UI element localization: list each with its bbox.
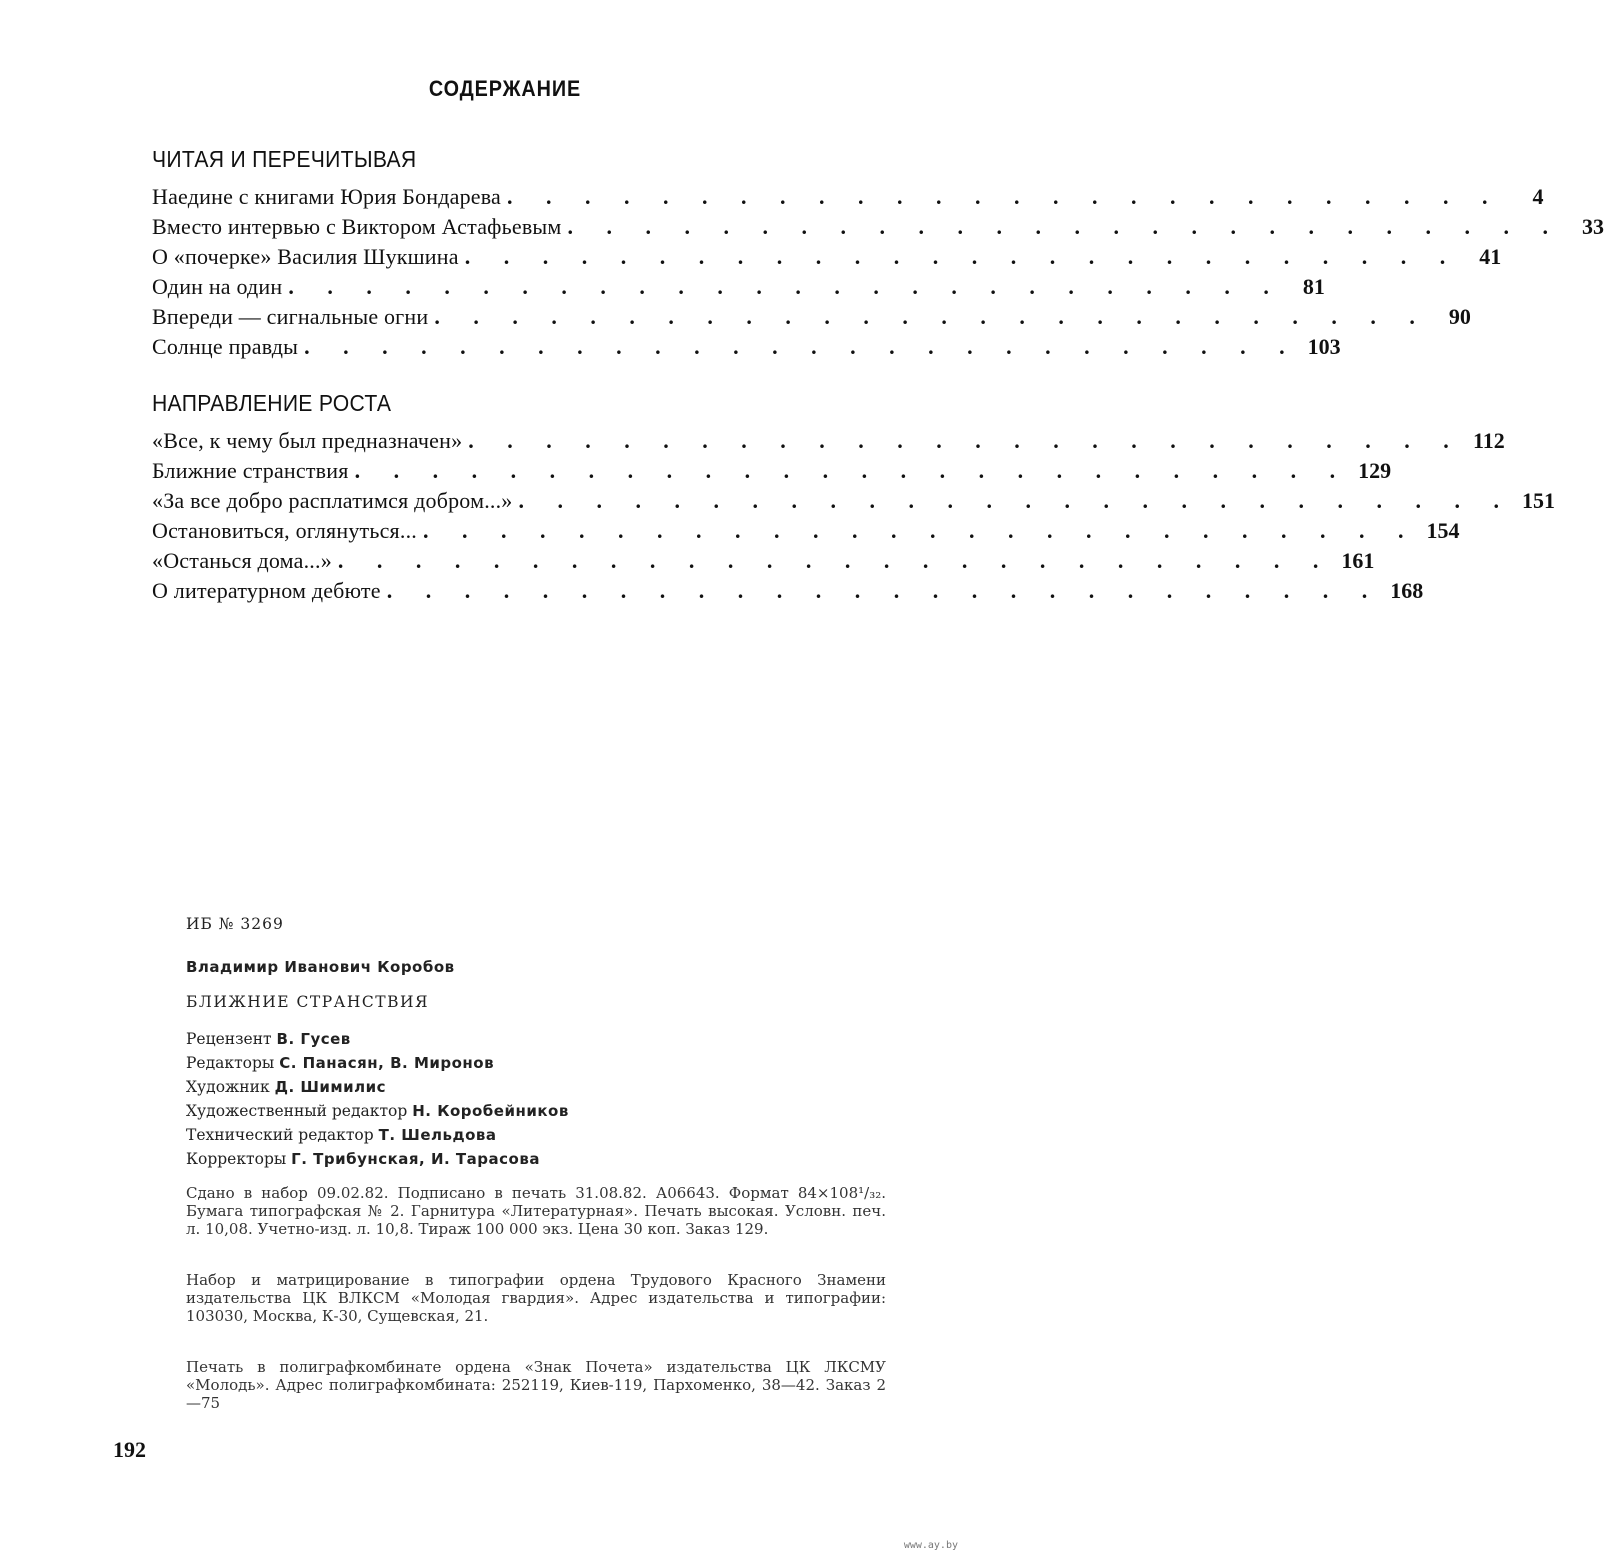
leader-dots: . . . . . . . . . . . . . . . . . . . . . . . . . . <box>468 428 1463 453</box>
credit-line <box>186 1027 886 1051</box>
toc-entry-page: 151 <box>1522 488 1555 513</box>
section-heading: НАПРАВЛЕНИЕ РОСТА <box>152 390 392 416</box>
credit-names: Д. Шимилис <box>274 1078 387 1096</box>
typesetting-info: Набор и матрицирование в типографии ордена Трудового Красного Знамени издательства ЦК ВЛКСМ «Молодая гвардия». Адрес издательства и типографии: 103030, Москва, К-30, Сущевская, 21. <box>186 1271 886 1325</box>
leader-dots: . . . . . . . . . . . . . . . . . . . . . . . . . . <box>518 488 1513 513</box>
toc-entry-title: О «почерке» Василия Шукшина <box>152 244 459 269</box>
toc-entry-page: 103 <box>1307 334 1341 359</box>
leader-dots: . . . . . . . . . . . . . . . . . . . . . . . . . . <box>354 458 1350 483</box>
toc-entry-title: Впереди — сигнальные огни <box>152 304 429 329</box>
page-number: 192 <box>113 1437 146 1462</box>
toc-entry <box>152 182 1544 212</box>
leader-dots: . . . . . . . . . . . . . . . . . . . . . . . . . . <box>422 518 1418 543</box>
toc-entry-title: О литературном дебюте <box>152 578 381 603</box>
toc-entry <box>152 516 1460 546</box>
credit-role: Художник <box>186 1078 270 1096</box>
leader-dots: . . . . . . . . . . . . . . . . . . . . . . . . . . <box>304 334 1299 359</box>
toc-entry <box>152 456 1392 486</box>
toc-section <box>152 146 1604 362</box>
toc-entry-page: 154 <box>1426 518 1460 543</box>
credits-list <box>186 1027 886 1171</box>
credit-names: Т. Шельдова <box>378 1126 497 1144</box>
section-heading: ЧИТАЯ И ПЕРЕЧИТЫВАЯ <box>152 146 417 172</box>
toc-entry <box>152 212 1604 242</box>
toc-entry-page: 168 <box>1390 578 1424 603</box>
credit-line <box>186 1075 886 1099</box>
toc-entry <box>152 546 1375 576</box>
toc-section <box>152 390 1555 606</box>
toc-entry-title: «За все добро расплатимся добром...» <box>152 488 513 513</box>
toc-entry-title: «Все, к чему был предназначен» <box>152 428 463 453</box>
credit-line <box>186 1099 886 1123</box>
author-name: Владимир Иванович Коробов <box>186 958 455 976</box>
toc-entry-title: Солнце правды <box>152 334 299 359</box>
toc-entry-title: Остановиться, оглянуться... <box>152 518 417 543</box>
toc-entry <box>152 426 1505 456</box>
leader-dots: . . . . . . . . . . . . . . . . . . . . . . . . . . <box>507 184 1502 209</box>
toc-entry-page: 41 <box>1479 244 1502 269</box>
leader-dots: . . . . . . . . . . . . . . . . . . . . . . . . . . <box>337 548 1333 573</box>
toc-entry-title: «Останься дома...» <box>152 548 332 573</box>
toc-entry-page: 33 <box>1582 214 1604 239</box>
toc-entry-title: Вместо интервью с Виктором Астафьевым <box>152 214 562 239</box>
leader-dots: . . . . . . . . . . . . . . . . . . . . . . . . . . <box>567 214 1563 239</box>
book-title: БЛИЖНИЕ СТРАНСТВИЯ <box>186 993 430 1011</box>
page-title: СОДЕРЖАНИЕ <box>428 76 582 101</box>
credit-names: В. Гусев <box>276 1030 351 1048</box>
toc-entry <box>152 302 1471 332</box>
toc-entry <box>152 242 1502 272</box>
watermark: www.ay.by <box>903 1540 958 1551</box>
toc-entry-page: 112 <box>1473 428 1505 453</box>
credit-role: Корректоры <box>186 1150 287 1168</box>
printing-info: Печать в полиграфкомбинате ордена «Знак Почета» издательства ЦК ЛКСМУ «Молодь». Адрес полиграфкомбината: 252119, Киев-119, Пархоменко, 38—42. Заказ 2—75 <box>186 1358 886 1412</box>
ib-number: ИБ № 3269 <box>186 915 284 933</box>
leader-dots: . . . . . . . . . . . . . . . . . . . . . . . . . . <box>288 274 1283 299</box>
credit-names: С. Панасян, В. Миронов <box>279 1054 495 1072</box>
toc-entry-page: 4 <box>1532 184 1544 209</box>
toc-entry <box>152 576 1424 606</box>
toc-entry-page: 90 <box>1448 304 1471 329</box>
toc-entry-page: 161 <box>1341 548 1375 573</box>
toc-entry-page: 81 <box>1302 274 1325 299</box>
leader-dots: . . . . . . . . . . . . . . . . . . . . . . . . . . <box>434 304 1429 329</box>
credit-line <box>186 1051 886 1075</box>
credit-names: Н. Коробейников <box>412 1102 569 1120</box>
credit-role: Художественный редактор <box>186 1102 408 1120</box>
credit-role: Редакторы <box>186 1054 275 1072</box>
toc-entry-title: Наедине с книгами Юрия Бондарева <box>152 184 502 209</box>
toc-entry-page: 129 <box>1358 458 1392 483</box>
leader-dots: . . . . . . . . . . . . . . . . . . . . . . . . . . <box>464 244 1460 269</box>
print-details: Сдано в набор 09.02.82. Подписано в печать 31.08.82. А06643. Формат 84×108¹/₃₂. Бумага типографская № 2. Гарнитура «Литературная». Печать высокая. Условн. печ. л. 10,08. Учетно-изд. л. 10,8. Тираж 100 000 экз. Цена 30 коп. Заказ 129. <box>186 1184 886 1238</box>
credit-line <box>186 1147 886 1171</box>
credit-line <box>186 1123 886 1147</box>
toc-entry-title: Один на один <box>152 274 283 299</box>
credit-role: Технический редактор <box>186 1126 374 1144</box>
credit-role: Рецензент <box>186 1030 272 1048</box>
toc-entry-title: Ближние странствия <box>152 458 349 483</box>
credit-names: Г. Трибунская, И. Тарасова <box>291 1150 540 1168</box>
leader-dots: . . . . . . . . . . . . . . . . . . . . . . . . . . <box>386 578 1382 603</box>
toc-entry <box>152 486 1555 516</box>
toc-entry <box>152 272 1325 302</box>
toc-entry <box>152 332 1341 362</box>
